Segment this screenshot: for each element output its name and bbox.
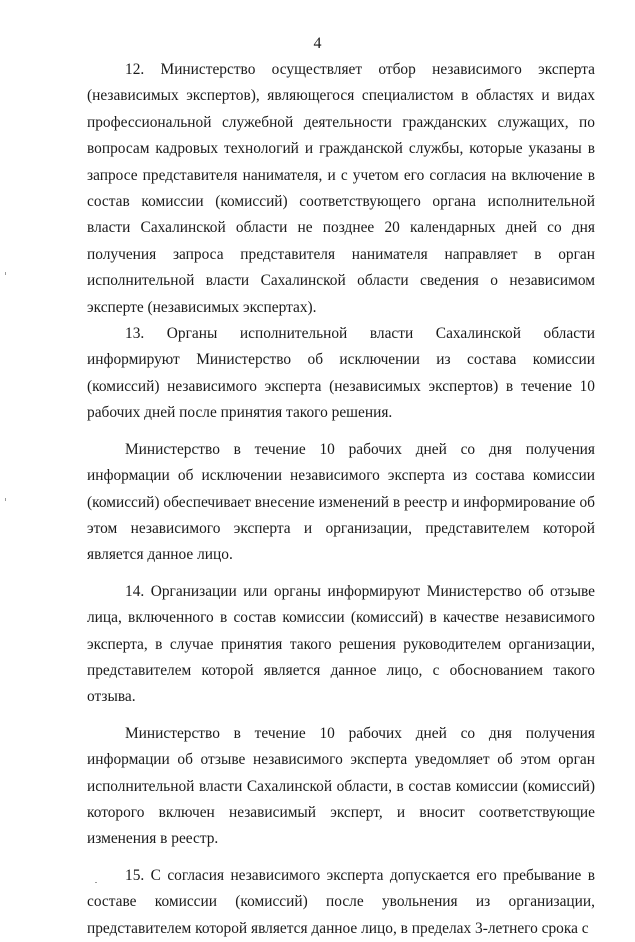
scan-mark [95,882,97,883]
paragraph-14: 14. Организации или органы информируют Министерство об отзыве лица, включенного в состав комиссии (комиссий) в качестве независимого эксперта, в случае принятия такого решения руководителем организации, представителем которой является данное лицо, с обоснованием такого отзыва. [87,582,595,706]
paragraph-14-continuation: Министерство в течение 10 рабочих дней со дня получения информации об отзыве независимого эксперта уведомляет об этом орган исполнительной власти Сахалинской области, в состав комиссии (комиссий) которого включен независимый эксперт, и вносит соответствующие изменения в реестр. [87,724,595,848]
document-body [87,57,595,942]
page-number: 4 [313,35,322,52]
paragraph-13: 13. Органы исполнительной власти Сахалинской области информируют Министерство об исключении из состава комиссии (комиссий) независимого эксперта (независимых экспертов) в течение 10 рабочих дней после принятия такого решения. [87,325,595,422]
scan-mark [5,272,6,275]
paragraph-13-continuation: Министерство в течение 10 рабочих дней со дня получения информации об исключении независимого эксперта из состава комиссии (комиссий) обеспечивает внесение изменений в реестр и информирование об этом независимого эксперта и организации, представителем которой является данное лицо. [87,440,595,564]
paragraph-15: 15. С согласия независимого эксперта допускается его пребывание в составе комиссии (комиссий) после увольнения из организации, представителем которой является данное лицо, в пределах 3-летнего срока с [87,866,595,937]
paragraph-12: 12. Министерство осуществляет отбор независимого эксперта (независимых экспертов), являющегося специалистом в областях и видах профессиональной служебной деятельности гражданских служащих, по вопросам кадровых технологий и гражданской службы, которые указаны в запросе представителя нанимателя, и с учетом его согласия на включение в состав комиссии (комиссий) соответствующего органа исполнительной власти Сахалинской области не позднее 20 календарных дней со дня получения запроса представителя нанимателя направляет в орган исполнительной власти Сахалинской области сведения о независимом эксперте (независимых экспертах). [87,61,595,316]
scan-mark [5,498,6,501]
